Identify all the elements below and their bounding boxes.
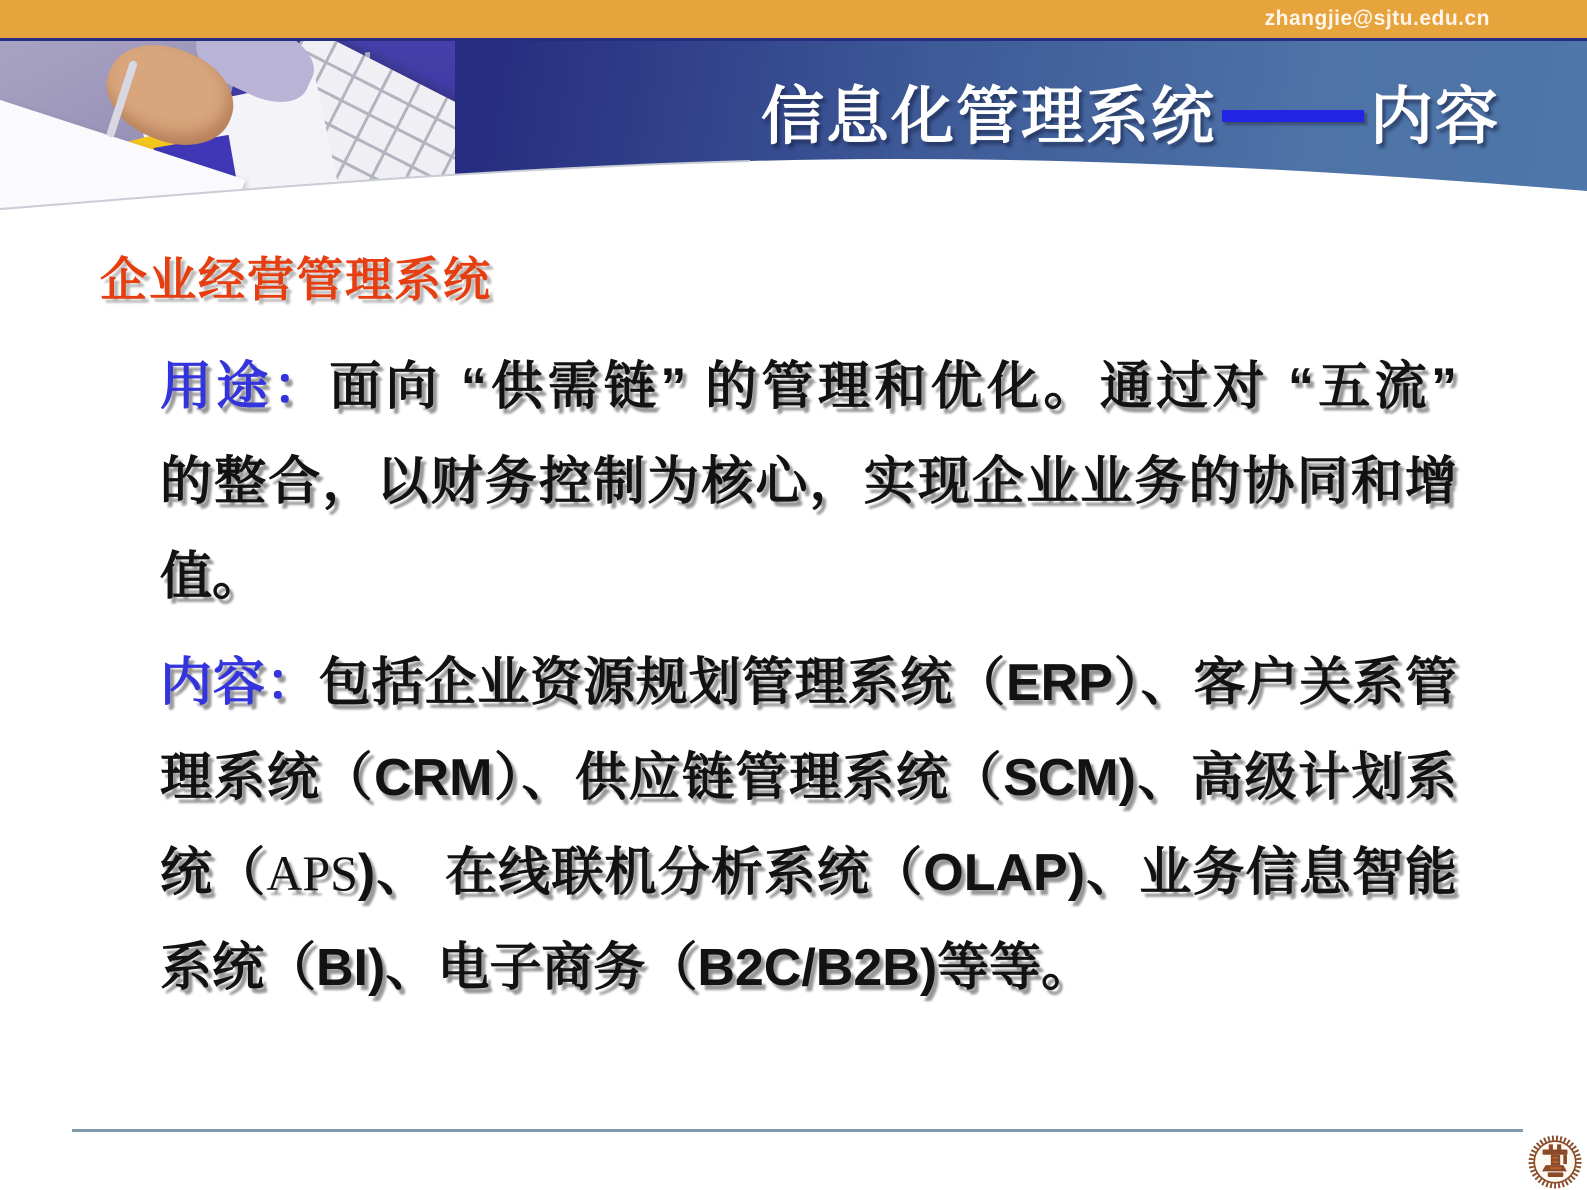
text-segment: 的整合，以财务控制为核心，实现企业业务的协同和增 <box>160 453 1457 511</box>
line-label: 用途： <box>160 358 330 416</box>
body-line <box>160 530 1457 625</box>
body-line <box>160 731 1457 826</box>
body-line <box>160 636 1457 731</box>
body-line <box>160 435 1457 530</box>
line-label: 内容： <box>160 654 319 712</box>
header-photo <box>0 41 455 215</box>
text-segment: 值。 <box>160 548 265 606</box>
title-dash <box>1222 110 1364 122</box>
email-text: zhangjie@sjtu.edu.cn <box>1264 7 1490 30</box>
page-title <box>761 66 1500 157</box>
footer-divider <box>72 1129 1523 1132</box>
body-paragraphs <box>160 340 1457 1016</box>
body-line <box>160 921 1457 1016</box>
text-segment: )、 在线联机分析系统（OLAP)、业务信息智能 <box>357 844 1457 902</box>
text-segment: 面向 “供需链” 的管理和优化。通过对 “五流” <box>329 358 1457 416</box>
page-title-left: 信息化管理系统 <box>761 82 1216 152</box>
text-segment: 系统（BI)、电子商务（B2C/B2B)等等。 <box>160 939 1094 997</box>
text-segment: 理系统（CRM）、供应链管理系统（SCM)、高级计划系 <box>160 749 1457 807</box>
body-line <box>160 826 1457 921</box>
text-segment: 包括企业资源规划管理系统（ERP）、客户关系管 <box>318 654 1457 712</box>
section-heading: 企业经营管理系统 <box>100 253 492 306</box>
text-segment: APS <box>266 846 358 901</box>
top-bar <box>0 0 1587 38</box>
text-segment: 统（ <box>160 844 267 902</box>
body-line <box>160 340 1457 435</box>
page-title-right: 内容 <box>1370 82 1500 152</box>
header-band <box>0 38 1587 215</box>
sjtu-seal-logo <box>1528 1135 1582 1189</box>
